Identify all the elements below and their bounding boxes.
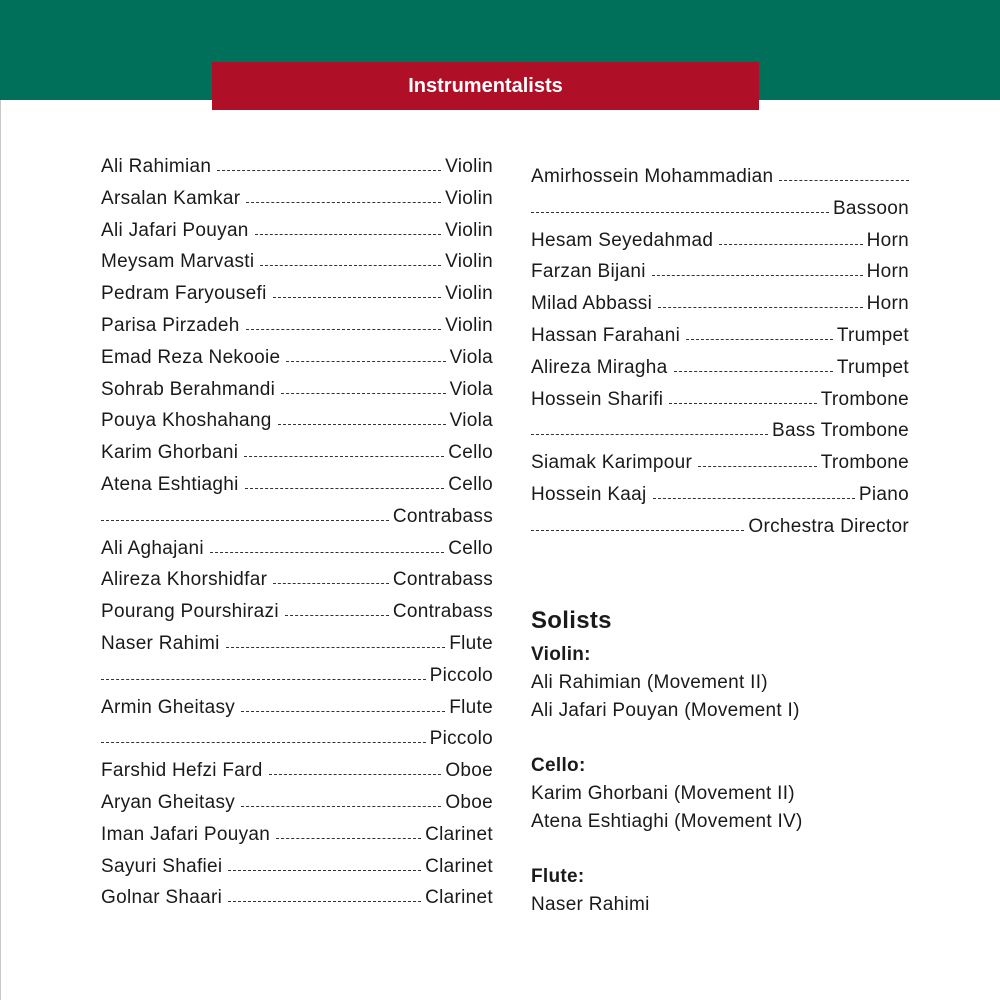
dotted-leader xyxy=(244,456,444,457)
dotted-leader xyxy=(228,901,421,902)
musician-name: Pedram Faryousefi xyxy=(101,283,267,305)
musician-name: Pourang Pourshirazi xyxy=(101,601,279,623)
dotted-leader xyxy=(228,870,421,871)
instrument-role: Violin xyxy=(445,251,493,273)
instrument-role: Clarinet xyxy=(425,887,493,909)
musician-name: Alireza Khorshidfar xyxy=(101,569,268,591)
instrument-role: Cello xyxy=(448,442,493,464)
dotted-leader xyxy=(531,530,744,531)
instrument-role: Cello xyxy=(448,473,493,495)
musician-name: Milad Abbassi xyxy=(531,293,653,315)
musician-name: Amirhossein Mohammadian xyxy=(531,166,774,187)
dotted-leader xyxy=(241,711,445,712)
musician-name: Sohrab Berahmandi xyxy=(101,378,276,400)
instrument-role: Clarinet xyxy=(425,823,493,845)
musician-name: Hesam Seyedahmad xyxy=(531,229,714,251)
instrument-role: Violin xyxy=(445,219,493,241)
musician-name: Karim Ghorbani xyxy=(101,442,239,464)
musician-name: Meysam Marvasti xyxy=(101,251,255,273)
instrument-role: Violin xyxy=(445,283,493,305)
musician-name: Siamak Karimpour xyxy=(531,452,693,474)
dotted-leader xyxy=(269,774,442,775)
dotted-leader xyxy=(674,371,833,372)
dotted-leader xyxy=(286,361,445,362)
roster-row xyxy=(101,188,493,220)
section-banner xyxy=(212,62,759,110)
roster-row xyxy=(101,506,493,538)
instrument-role: Bass Trombone xyxy=(772,420,909,442)
dotted-leader xyxy=(101,742,426,743)
left-edge-rule xyxy=(0,100,1,1000)
roster-row xyxy=(101,792,493,824)
roster-row xyxy=(101,856,493,888)
roster-row xyxy=(101,538,493,570)
solist-group xyxy=(531,863,931,919)
dotted-leader xyxy=(101,679,426,680)
solist-entry: Naser Rahimi xyxy=(531,894,650,915)
roster-row xyxy=(101,601,493,633)
musician-name: Atena Eshtiaghi xyxy=(101,473,239,495)
right-roster-column xyxy=(531,166,909,548)
instrument-role: Piano xyxy=(858,483,909,505)
instrument-role: Trombone xyxy=(820,388,909,410)
instrument-role: Violin xyxy=(445,156,493,177)
musician-name: Alireza Miragha xyxy=(531,356,668,378)
instrument-role: Contrabass xyxy=(392,569,493,591)
dotted-leader xyxy=(281,393,445,394)
instrument-role: Piccolo xyxy=(429,728,493,750)
instrument-role: Trombone xyxy=(820,452,909,474)
left-roster-column xyxy=(101,156,493,919)
musician-name: Hassan Farahani xyxy=(531,324,681,346)
dotted-leader xyxy=(246,329,441,330)
roster-row xyxy=(101,697,493,729)
musician-name: Ali Aghajani xyxy=(101,537,204,559)
musician-name: Farshid Hefzi Fard xyxy=(101,760,263,782)
roster-row xyxy=(101,633,493,665)
roster-row xyxy=(531,230,909,262)
roster-row xyxy=(101,379,493,411)
dotted-leader xyxy=(698,466,817,467)
roster-row xyxy=(531,420,909,452)
musician-name: Aryan Gheitasy xyxy=(101,791,236,813)
instrument-role: Orchestra Director xyxy=(748,515,909,537)
solist-group xyxy=(531,752,931,836)
instrument-role: Flute xyxy=(449,632,493,654)
musician-name: Farzan Bijani xyxy=(531,261,646,283)
dotted-leader xyxy=(246,202,441,203)
roster-row xyxy=(531,516,909,548)
solists-groups xyxy=(531,641,931,919)
roster-row xyxy=(531,389,909,421)
dotted-leader xyxy=(531,212,829,213)
dotted-leader xyxy=(260,265,441,266)
dotted-leader xyxy=(779,180,909,181)
musician-name: Golnar Shaari xyxy=(101,887,223,909)
musician-name: Naser Rahimi xyxy=(101,632,220,654)
roster-row xyxy=(531,484,909,516)
roster-row xyxy=(101,410,493,442)
instrument-role: Viola xyxy=(449,378,493,400)
roster-row xyxy=(101,824,493,856)
roster-row xyxy=(101,315,493,347)
instrument-role: Violin xyxy=(445,314,493,336)
musician-name: Emad Reza Nekooie xyxy=(101,346,281,368)
instrument-role: Contrabass xyxy=(392,601,493,623)
instrument-role: Contrabass xyxy=(392,505,493,527)
dotted-leader xyxy=(245,488,445,489)
instrument-role: Cello xyxy=(448,537,493,559)
roster-row xyxy=(531,293,909,325)
roster-row xyxy=(531,166,909,198)
dotted-leader xyxy=(658,307,862,308)
solist-instrument-label: Cello: xyxy=(531,755,586,776)
roster-row xyxy=(101,347,493,379)
roster-row xyxy=(101,665,493,697)
instrument-role: Oboe xyxy=(445,760,493,782)
instrument-role: Horn xyxy=(866,229,909,251)
roster-row xyxy=(101,474,493,506)
roster-row xyxy=(101,220,493,252)
dotted-leader xyxy=(276,838,421,839)
solists-section xyxy=(531,605,931,946)
roster-row xyxy=(531,198,909,230)
solist-entry: Karim Ghorbani (Movement II) xyxy=(531,783,795,804)
roster-row xyxy=(101,156,493,188)
solist-instrument-label: Flute: xyxy=(531,866,585,887)
dotted-leader xyxy=(652,275,863,276)
musician-name: Arsalan Kamkar xyxy=(101,187,241,209)
musician-name: Hossein Sharifi xyxy=(531,388,664,410)
instrument-role: Trumpet xyxy=(836,356,909,378)
musician-name: Ali Rahimian xyxy=(101,156,212,177)
dotted-leader xyxy=(226,647,446,648)
instrument-role: Viola xyxy=(449,410,493,432)
dotted-leader xyxy=(273,583,389,584)
instrument-role: Viola xyxy=(449,346,493,368)
dotted-leader xyxy=(241,806,441,807)
musician-name: Hossein Kaaj xyxy=(531,483,647,505)
musician-name: Armin Gheitasy xyxy=(101,696,236,718)
instrument-role: Flute xyxy=(449,696,493,718)
solists-heading: Solists xyxy=(531,607,612,634)
dotted-leader xyxy=(273,297,441,298)
instrument-role: Violin xyxy=(445,187,493,209)
musician-name: Pouya Khoshahang xyxy=(101,410,272,432)
instrument-role: Bassoon xyxy=(832,197,909,219)
instrument-role: Clarinet xyxy=(425,855,493,877)
roster-row xyxy=(101,728,493,760)
instrument-role: Horn xyxy=(866,261,909,283)
dotted-leader xyxy=(531,434,768,435)
dotted-leader xyxy=(686,339,833,340)
instrument-role: Oboe xyxy=(445,791,493,813)
solist-entry: Ali Rahimian (Movement II) xyxy=(531,672,768,693)
roster-row xyxy=(101,569,493,601)
dotted-leader xyxy=(285,615,389,616)
dotted-leader xyxy=(217,170,441,171)
roster-row xyxy=(101,283,493,315)
roster-row xyxy=(531,325,909,357)
solist-entry: Atena Eshtiaghi (Movement IV) xyxy=(531,811,803,832)
solist-instrument-label: Violin: xyxy=(531,644,591,665)
dotted-leader xyxy=(210,552,444,553)
roster-row xyxy=(531,452,909,484)
dotted-leader xyxy=(669,403,816,404)
solist-group xyxy=(531,641,931,725)
roster-row xyxy=(101,887,493,919)
musician-name: Parisa Pirzadeh xyxy=(101,314,240,336)
roster-row xyxy=(101,251,493,283)
dotted-leader xyxy=(719,244,862,245)
roster-row xyxy=(101,442,493,474)
instrument-role: Piccolo xyxy=(429,664,493,686)
roster-row xyxy=(101,760,493,792)
dotted-leader xyxy=(255,234,441,235)
solist-entry: Ali Jafari Pouyan (Movement I) xyxy=(531,700,800,721)
dotted-leader xyxy=(278,424,446,425)
musician-name: Iman Jafari Pouyan xyxy=(101,823,271,845)
banner-title: Instrumentalists xyxy=(408,75,563,97)
musician-name: Sayuri Shafiei xyxy=(101,855,223,877)
dotted-leader xyxy=(101,520,389,521)
roster-row xyxy=(531,261,909,293)
instrument-role: Trumpet xyxy=(836,324,909,346)
instrument-role: Horn xyxy=(866,293,909,315)
roster-row xyxy=(531,357,909,389)
musician-name: Ali Jafari Pouyan xyxy=(101,219,249,241)
dotted-leader xyxy=(653,498,855,499)
